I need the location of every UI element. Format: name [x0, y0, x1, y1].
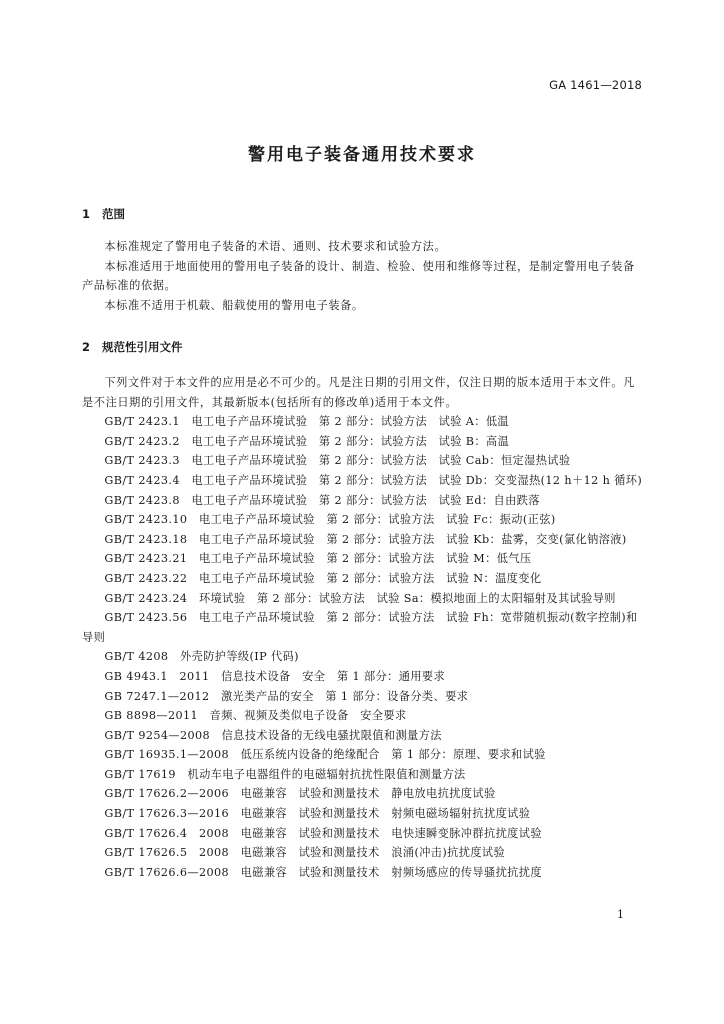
reference-item: GB/T 2423.8 电工电子产品环境试验 第 2 部分：试验方法 试验 Ed：自由跌落 [104, 493, 540, 507]
reference-item: GB 4943.1 2011 信息技术设备 安全 第 1 部分：通用要求 [104, 669, 446, 683]
reference-item: GB 7247.1—2012 激光类产品的安全 第 1 部分：设备分类、要求 [104, 689, 469, 703]
section-2-heading [82, 339, 183, 355]
reference-item: GB/T 2423.4 电工电子产品环境试验 第 2 部分：试验方法 试验 Db：交变湿热(12 h＋12 h 循环) [104, 473, 643, 487]
section-1-paragraph: 本标准规定了警用电子装备的术语、通则、技术要求和试验方法。 [104, 240, 447, 253]
reference-item: GB/T 2423.24 环境试验 第 2 部分：试验方法 试验 Sa：模拟地面上的太阳辐射及其试验导则 [104, 591, 616, 605]
reference-item: GB/T 17626.6—2008 电磁兼容 试验和测量技术 射频场感应的传导骚扰抗扰度 [104, 865, 542, 879]
reference-item: GB/T 2423.3 电工电子产品环境试验 第 2 部分：试验方法 试验 Cab：恒定湿热试验 [104, 454, 571, 468]
reference-item: GB/T 2423.2 电工电子产品环境试验 第 2 部分：试验方法 试验 B：高温 [104, 434, 510, 448]
section-1-body [82, 237, 644, 315]
section-2-body [82, 373, 644, 882]
reference-item: GB/T 2423.21 电工电子产品环境试验 第 2 部分：试验方法 试验 M：低气压 [104, 552, 532, 566]
reference-item: GB 8898—2011 音频、视频及类似电子设备 安全要求 [104, 709, 407, 723]
section-1-paragraph: 本标准不适用于机载、船载使用的警用电子装备。 [104, 298, 364, 312]
reference-item: GB/T 2423.1 电工电子产品环境试验 第 2 部分：试验方法 试验 A：低温 [104, 415, 510, 429]
reference-item: GB/T 4208 外壳防护等级(IP 代码) [104, 650, 299, 664]
section-1-paragraph: 本标准适用于地面使用的警用电子装备的设计、制造、检验、使用和维修等过程，是制定警用电子装备产品标准的依据。 [82, 259, 635, 293]
reference-item: GB/T 2423.18 电工电子产品环境试验 第 2 部分：试验方法 试验 Kb：盐雾，交变(氯化钠溶液) [104, 532, 627, 546]
page-number: 1 [617, 908, 624, 921]
section-2-intro: 下列文件对于本文件的应用是必不可少的。凡是注日期的引用文件，仅注日期的版本适用于本文件。凡是不注日期的引用文件，其最新版本(包括所有的修改单)适用于本文件。 [82, 376, 635, 409]
reference-item: GB/T 16935.1—2008 低压系统内设备的绝缘配合 第 1 部分：原理、要求和试验 [104, 748, 546, 762]
document-title: 警用电子装备通用技术要求 [248, 145, 476, 165]
reference-item: GB/T 17626.4 2008 电磁兼容 试验和测量技术 电快速瞬变脉冲群抗扰度试验 [104, 826, 542, 840]
section-1-heading [82, 206, 125, 222]
reference-item: GB/T 17626.3—2016 电磁兼容 试验和测量技术 射频电磁场辐射抗扰度试验 [104, 807, 531, 821]
section-2-title: 规范性引用文件 [102, 340, 183, 354]
reference-item: GB/T 17626.5 2008 电磁兼容 试验和测量技术 浪涌(冲击)抗扰度试验 [104, 846, 506, 860]
reference-item: GB/T 2423.22 电工电子产品环境试验 第 2 部分：试验方法 试验 N：温度变化 [104, 571, 542, 585]
standard-code: GA 1461—2018 [549, 78, 642, 92]
section-1-title: 范围 [102, 207, 125, 221]
reference-item: GB/T 9254—2008 信息技术设备的无线电骚扰限值和测量方法 [104, 728, 442, 742]
section-1-number: 1 [82, 207, 91, 221]
reference-item: GB/T 2423.56 电工电子产品环境试验 第 2 部分：试验方法 试验 Fh：宽带随机振动(数字控制)和导则 [82, 611, 638, 644]
reference-item: GB/T 2423.10 电工电子产品环境试验 第 2 部分：试验方法 试验 Fc：振动(正弦) [104, 513, 556, 527]
reference-list [82, 412, 644, 882]
reference-item: GB/T 17626.2—2006 电磁兼容 试验和测量技术 静电放电抗扰度试验 [104, 787, 496, 801]
section-2-number: 2 [82, 340, 91, 354]
reference-item: GB/T 17619 机动车电子电器组件的电磁辐射抗扰性限值和测量方法 [104, 767, 466, 781]
